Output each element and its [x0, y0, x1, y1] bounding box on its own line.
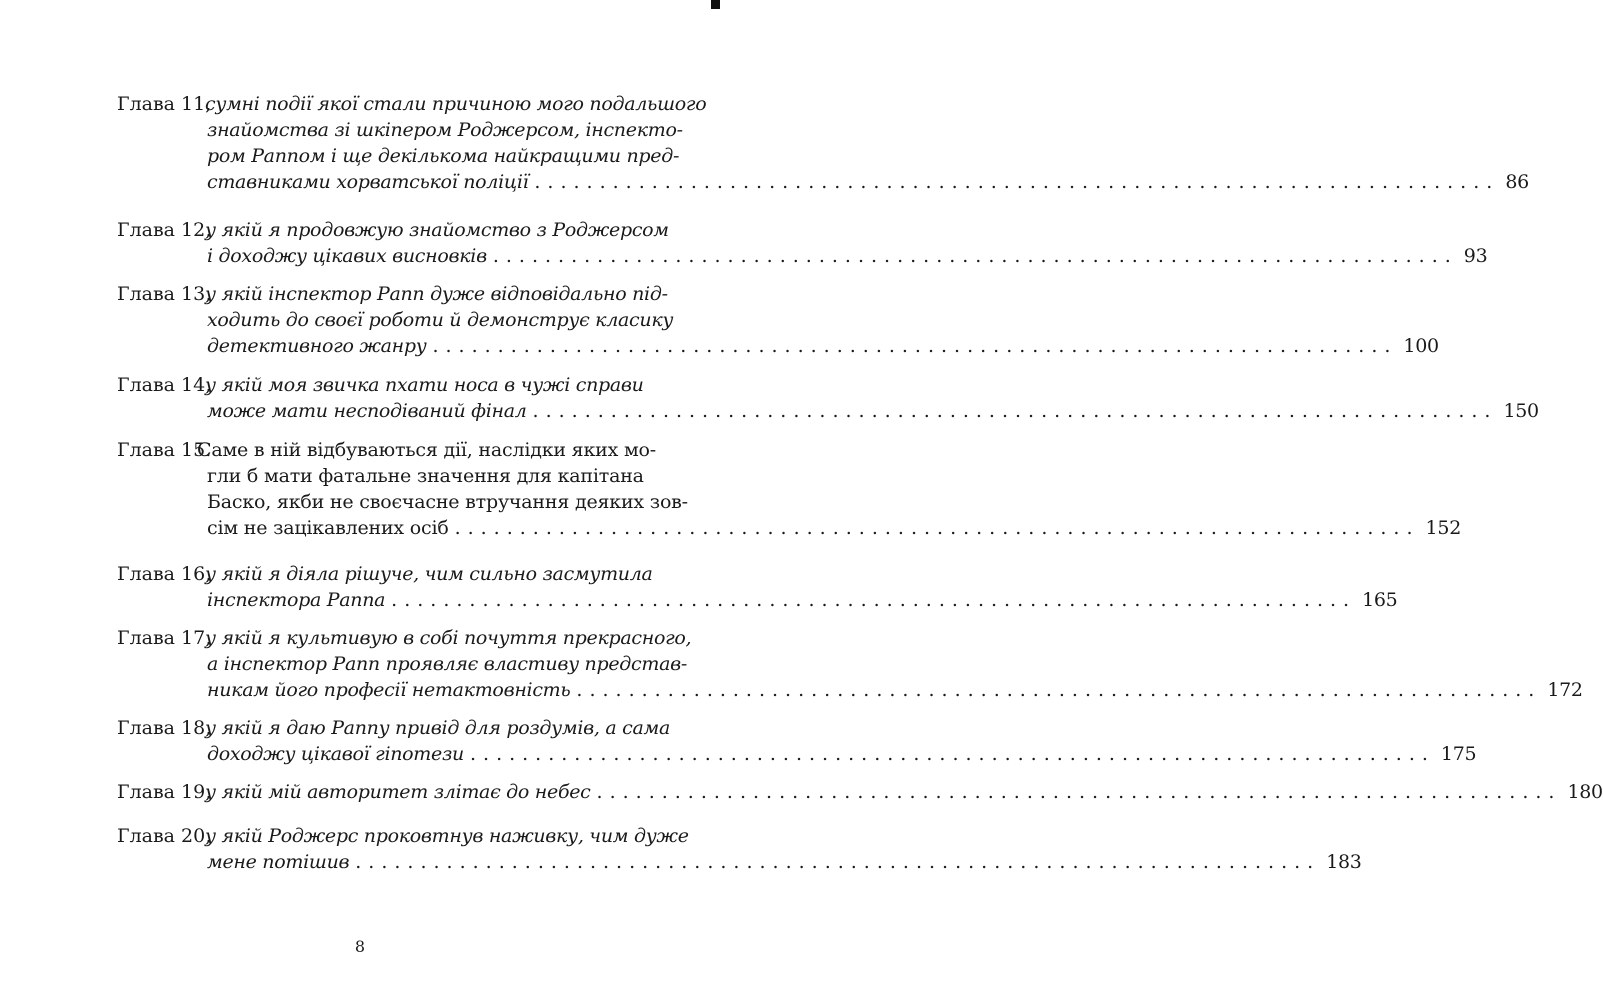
- dot-leader: ..........................................................................: [534, 171, 1500, 193]
- page-reference: 180: [1567, 781, 1603, 803]
- chapter-title-line: інспектора Раппа: [207, 589, 386, 611]
- chapter-title-line: у якій моя звичка пхати носа в чужі справи: [205, 374, 644, 396]
- dot-leader: ..........................................................................: [432, 335, 1398, 357]
- chapter-label: Глава 16,: [117, 563, 212, 585]
- chapter-label: Глава 11,: [117, 93, 212, 115]
- page-reference: 150: [1503, 400, 1539, 422]
- chapter-title-line: знайомства зі шкіпером Роджерсом, інспекто-: [207, 119, 683, 141]
- toc-entry: [117, 715, 1477, 767]
- page-reference: 175: [1440, 743, 1477, 765]
- chapter-title-line: у якій я даю Раппу привід для роздумів, а сама: [205, 717, 670, 739]
- chapter-title-line: у якій я культивую в собі почуття прекрасного,: [205, 627, 692, 649]
- chapter-label: Глава 12,: [117, 219, 212, 241]
- toc-entry: [117, 625, 1583, 703]
- dot-leader: ..........................................................................: [391, 589, 1357, 611]
- dot-leader: ..........................................................................: [355, 851, 1321, 873]
- chapter-label: Глава 15.: [117, 439, 212, 461]
- dot-leader: ..........................................................................: [492, 245, 1458, 267]
- chapter-title-line: у якій Роджерс проковтнув наживку, чим дуже: [205, 825, 689, 847]
- page-reference: 165: [1362, 589, 1398, 611]
- page-reference: 86: [1505, 171, 1529, 193]
- chapter-title-line: ром Раппом і ще декількома найкращими пред-: [207, 145, 680, 167]
- chapter-title-line: Баско, якби не своєчасне втручання деяких зов-: [207, 491, 688, 513]
- dot-leader: ..........................................................................: [454, 517, 1420, 539]
- chapter-label: Глава 19,: [117, 781, 212, 803]
- dot-leader: ..........................................................................: [576, 679, 1542, 701]
- chapter-title-line: никам його професії нетактовність: [207, 679, 571, 701]
- chapter-title-line: у якій я продовжую знайомство з Роджерсом: [205, 219, 669, 241]
- chapter-label: Глава 20,: [117, 825, 212, 847]
- chapter-title-line: гли б мати фатальне значення для капітана: [207, 465, 644, 487]
- toc-entry: [117, 437, 1462, 541]
- chapter-title-line: детективного жанру: [207, 335, 427, 357]
- chapter-title-line: сумні події якої стали причиною мого подальшого: [205, 93, 707, 115]
- toc-entry: [117, 217, 1488, 269]
- chapter-label: Глава 13,: [117, 283, 212, 305]
- chapter-title-line: сім не зацікавлених осіб: [207, 517, 449, 539]
- toc-entry: [117, 281, 1439, 359]
- scan-corner-mark: [711, 0, 720, 9]
- dot-leader: ..........................................................................: [532, 400, 1498, 422]
- chapter-title-line: мене потішив: [207, 851, 350, 873]
- chapter-title-line: може мати несподіваний фінал: [207, 400, 527, 422]
- chapter-title-line: у якій я діяла рішуче, чим сильно засмутила: [205, 563, 653, 585]
- chapter-label: Глава 17,: [117, 627, 212, 649]
- chapter-label: Глава 18,: [117, 717, 212, 739]
- page-reference: 100: [1403, 335, 1439, 357]
- page-reference: 183: [1326, 851, 1362, 873]
- chapter-title-line: доходжу цікавої гіпотези: [207, 743, 464, 765]
- chapter-title-line: ставниками хорватської поліції: [207, 171, 529, 193]
- page-reference: 172: [1547, 679, 1583, 701]
- chapter-title-line: і доходжу цікавих висновків: [207, 245, 487, 267]
- chapter-title-line: ходить до своєї роботи й демонструє класику: [207, 309, 674, 331]
- page-reference: 152: [1425, 517, 1462, 539]
- chapter-title-line: у якій інспектор Рапп дуже відповідально під-: [205, 283, 668, 305]
- chapter-label: Глава 14,: [117, 374, 212, 396]
- toc-entry: [117, 561, 1398, 613]
- toc-entry: [117, 91, 1529, 195]
- toc-entry: [117, 779, 1603, 805]
- chapter-title-line: а інспектор Рапп проявляє властиву представ-: [207, 653, 687, 675]
- toc-entry: [117, 823, 1362, 875]
- dot-leader: ..........................................................................: [596, 781, 1562, 803]
- chapter-title-line: Саме в ній відбуваються дії, наслідки яких мо-: [197, 439, 656, 461]
- toc-entry: [117, 372, 1539, 424]
- page-reference: 93: [1463, 245, 1488, 267]
- dot-leader: ..........................................................................: [469, 743, 1435, 765]
- chapter-title-line: у якій мій авторитет злітає до небес: [205, 781, 591, 803]
- page-number: 8: [354, 937, 366, 956]
